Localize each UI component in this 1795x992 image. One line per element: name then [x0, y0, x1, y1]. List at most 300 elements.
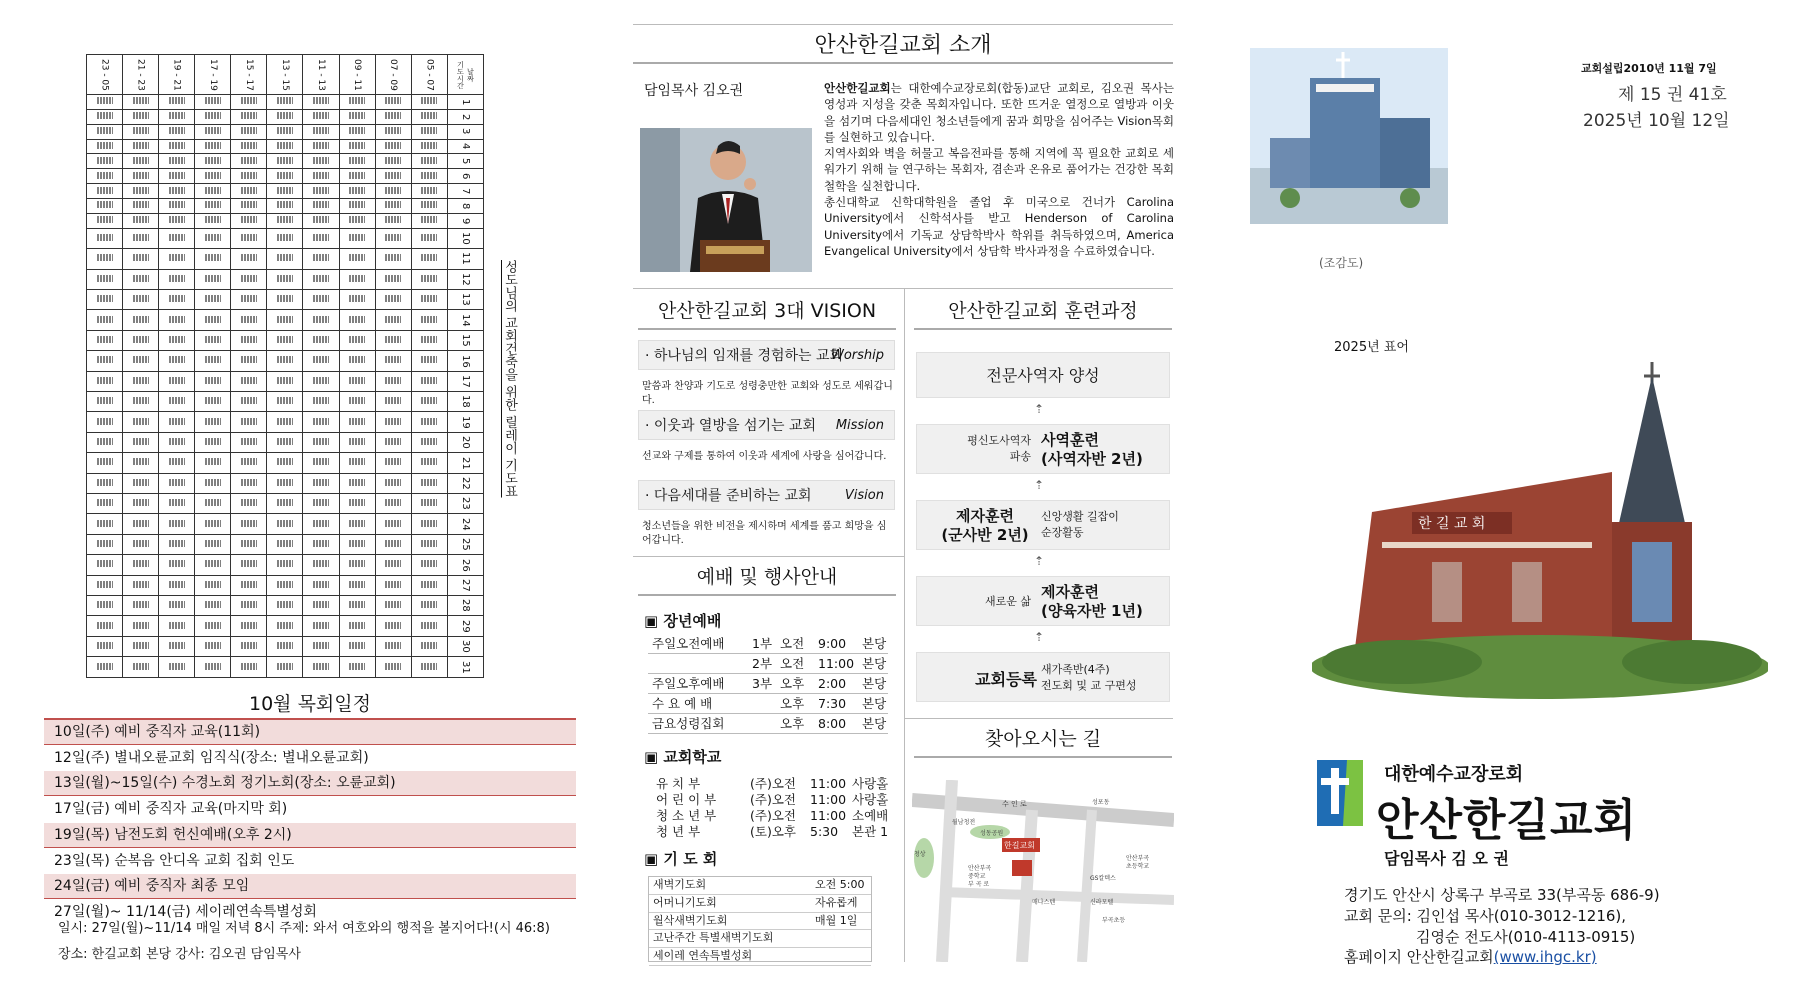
prayer-slot-cell: [231, 310, 267, 330]
prayer-slot-cell: [231, 494, 267, 514]
prayer-slot-cell: [159, 184, 195, 199]
prayer-slot-cell: [339, 575, 375, 595]
prayer-slot-cell: [195, 432, 231, 452]
prayer-slot-cell: [159, 575, 195, 595]
prayer-slot-cell: [375, 575, 411, 595]
schedule-item: 19일(목) 남전도회 헌신예배(오후 2시): [44, 823, 576, 848]
time-slot-label: 11 - 13: [303, 55, 339, 95]
time-slot-label: 17 - 19: [195, 55, 231, 95]
prayer-slot-cell: [375, 432, 411, 452]
prayer-slot-cell: [375, 95, 411, 110]
vision-item-description: 선교와 구제를 통하여 이웃과 세계에 사랑을 심어갑니다.: [642, 451, 887, 462]
prayer-slot-cell: [267, 330, 303, 350]
prayer-slot-cell: [159, 412, 195, 432]
prayer-slot-cell: [267, 249, 303, 269]
prayer-slot-cell: [339, 330, 375, 350]
prayer-slot-cell: [411, 412, 447, 432]
prayer-slot-cell: [411, 169, 447, 184]
prayer-slot-cell: [231, 109, 267, 124]
rendering-label: (조감도): [1319, 256, 1364, 270]
day-label: 11: [447, 249, 483, 269]
prayer-slot-cell: [195, 184, 231, 199]
prayer-slot-cell: [195, 453, 231, 473]
prayer-slot-cell: [231, 534, 267, 554]
prayer-slot-cell: [159, 199, 195, 214]
worship-cell: 수 요 예 배: [652, 696, 713, 711]
svg-text:청상: 청상: [914, 851, 926, 858]
directions-title: 찾아오시는 길: [914, 722, 1172, 758]
svg-text:안산부곡: 안산부곡: [968, 865, 992, 872]
school-cell: 본관 1: [852, 824, 889, 839]
prayer-slot-cell: [267, 169, 303, 184]
prayer-slot-cell: [87, 494, 123, 514]
prayer-slot-cell: [375, 616, 411, 636]
prayer-slot-cell: [303, 199, 339, 214]
prayer-slot-cell: [123, 213, 159, 228]
prayer-slot-cell: [303, 269, 339, 289]
prayer-slot-cell: [195, 494, 231, 514]
prayer-slot-cell: [411, 616, 447, 636]
time-slot-label: 21 - 23: [123, 55, 159, 95]
prayer-slot-cell: [87, 391, 123, 411]
prayer-slot-cell: [267, 514, 303, 534]
prayer-slot-cell: [267, 391, 303, 411]
day-label: 20: [447, 432, 483, 452]
prayer-slot-cell: [123, 249, 159, 269]
contact-line-2: 김영순 전도사(010-4113-0915): [1416, 928, 1636, 946]
day-label: 1: [447, 95, 483, 110]
prayer-slot-cell: [159, 228, 195, 248]
prayer-slot-cell: [267, 534, 303, 554]
school-cell: 청 소 년 부: [656, 808, 717, 823]
day-label: 25: [447, 534, 483, 554]
prayer-slot-cell: [123, 494, 159, 514]
prayer-slot-cell: [339, 154, 375, 169]
worship-cell: 1부: [752, 636, 773, 651]
vision-item: [638, 480, 895, 510]
prayer-slot-cell: [195, 514, 231, 534]
training-step3-side: 신앙생활 길잡이 순장활동: [1041, 510, 1119, 539]
prayer-slot-cell: [123, 575, 159, 595]
prayer-slot-cell: [411, 213, 447, 228]
prayer-slot-cell: [339, 494, 375, 514]
prayer-slot-cell: [195, 199, 231, 214]
prayer-slot-cell: [195, 213, 231, 228]
prayer-slot-cell: [375, 124, 411, 139]
prayer-slot-cell: [303, 154, 339, 169]
prayer-meeting-name: 어머니기도회: [653, 895, 717, 909]
chart-corner-label: 날짜 기도시간: [447, 55, 483, 95]
time-slot-label: 23 - 05: [87, 55, 123, 95]
prayer-slot-cell: [87, 534, 123, 554]
prayer-slot-cell: [231, 412, 267, 432]
training-step2-side: 평신도사역자 파송: [967, 434, 1031, 463]
prayer-slot-cell: [339, 169, 375, 184]
prayer-slot-cell: [303, 555, 339, 575]
prayer-slot-cell: [303, 228, 339, 248]
prayer-meeting-time: 오전 5:00: [815, 878, 865, 891]
prayer-slot-cell: [303, 636, 339, 656]
prayer-slot-cell: [87, 139, 123, 154]
worship-cell: 금요성령집회: [652, 716, 725, 731]
prayer-slot-cell: [123, 453, 159, 473]
training-step4-side: 새로운 삶: [984, 595, 1031, 608]
prayer-slot-cell: [411, 575, 447, 595]
prayer-meeting-row: [649, 930, 871, 948]
prayer-slot-cell: [303, 139, 339, 154]
prayer-slot-cell: [231, 453, 267, 473]
issue-date: 2025년 10월 12일: [1583, 111, 1730, 131]
prayer-slot-cell: [231, 289, 267, 309]
prayer-slot-cell: [411, 371, 447, 391]
worship-cell: 3부: [752, 676, 773, 691]
prayer-slot-cell: [231, 432, 267, 452]
svg-text:한길교회: 한길교회: [1004, 841, 1035, 850]
prayer-slot-cell: [303, 310, 339, 330]
prayer-slot-cell: [159, 391, 195, 411]
prayer-meeting-time: 매월 1일: [815, 913, 858, 927]
prayer-slot-cell: [411, 228, 447, 248]
day-label: 30: [447, 636, 483, 656]
prayer-meeting-heading: ▣ 기 도 회: [644, 850, 718, 868]
training-step4-main: 제자훈련 (양육자반 1년): [1041, 583, 1143, 620]
worship-cell: 2:00: [818, 676, 847, 691]
prayer-slot-cell: [375, 596, 411, 616]
svg-text:부 곡 로: 부 곡 로: [968, 881, 990, 888]
schedule-item: 23일(목) 순복음 안디옥 교회 집회 인도: [54, 852, 295, 869]
prayer-slot-cell: [267, 657, 303, 678]
prayer-slot-cell: [87, 453, 123, 473]
svg-text:안산부곡: 안산부곡: [1126, 855, 1150, 862]
arrow-up-icon: ⇡: [1034, 478, 1045, 492]
prayer-slot-cell: [195, 391, 231, 411]
prayer-slot-cell: [411, 139, 447, 154]
prayer-slot-cell: [375, 289, 411, 309]
prayer-slot-cell: [339, 310, 375, 330]
training-step-nurture: [916, 576, 1170, 626]
prayer-slot-cell: [375, 249, 411, 269]
prayer-chart: [86, 54, 484, 678]
prayer-slot-cell: [303, 514, 339, 534]
prayer-slot-cell: [159, 636, 195, 656]
homepage-label: 홈페이지 안산한길교회: [1344, 948, 1494, 966]
prayer-slot-cell: [231, 199, 267, 214]
day-label: 14: [447, 310, 483, 330]
prayer-slot-cell: [303, 289, 339, 309]
prayer-slot-cell: [267, 636, 303, 656]
prayer-meeting-row: [649, 895, 871, 913]
prayer-slot-cell: [231, 616, 267, 636]
worship-cell: 오전: [780, 656, 805, 671]
prayer-slot-cell: [159, 432, 195, 452]
prayer-slot-cell: [123, 657, 159, 678]
day-label: 29: [447, 616, 483, 636]
day-label: 6: [447, 169, 483, 184]
prayer-slot-cell: [303, 494, 339, 514]
prayer-slot-cell: [195, 289, 231, 309]
prayer-meeting-row: [649, 913, 871, 931]
prayer-slot-cell: [87, 95, 123, 110]
prayer-slot-cell: [375, 139, 411, 154]
prayer-slot-cell: [375, 169, 411, 184]
school-cell: 유 치 부: [656, 776, 701, 791]
prayer-meeting-name: 새벽기도회: [653, 878, 707, 891]
prayer-slot-cell: [123, 391, 159, 411]
prayer-slot-cell: [267, 289, 303, 309]
prayer-slot-cell: [339, 371, 375, 391]
school-cell: 11:00: [810, 776, 847, 791]
prayer-slot-cell: [195, 154, 231, 169]
worship-cell: 7:30: [818, 696, 847, 711]
prayer-slot-cell: [267, 494, 303, 514]
prayer-slot-cell: [339, 596, 375, 616]
prayer-slot-cell: [267, 596, 303, 616]
prayer-slot-cell: [159, 124, 195, 139]
prayer-slot-cell: [267, 154, 303, 169]
prayer-slot-cell: [231, 213, 267, 228]
prayer-slot-cell: [87, 514, 123, 534]
vision-item-description: 청소년들을 위한 비전을 제시하며 세계를 품고 희망을 심어갑니다.: [642, 521, 887, 546]
prayer-slot-cell: [411, 657, 447, 678]
arrow-up-icon: ⇡: [1034, 402, 1045, 416]
homepage: [1344, 946, 1597, 967]
worship-cell: 본당: [862, 716, 887, 731]
prayer-slot-cell: [87, 330, 123, 350]
intro-text: [824, 80, 1174, 259]
prayer-slot-cell: [123, 184, 159, 199]
prayer-slot-cell: [123, 154, 159, 169]
worship-cell: 주일오후예배: [652, 676, 725, 691]
prayer-slot-cell: [87, 169, 123, 184]
prayer-slot-cell: [375, 371, 411, 391]
prayer-slot-cell: [123, 109, 159, 124]
prayer-slot-cell: [159, 330, 195, 350]
schedule-item: 27일(월)~ 11/14(금) 세이레연속특별성회: [54, 903, 317, 920]
prayer-slot-cell: [339, 249, 375, 269]
prayer-slot-cell: [375, 555, 411, 575]
school-cell: (토)오후: [750, 824, 796, 839]
prayer-slot-cell: [303, 534, 339, 554]
prayer-slot-cell: [303, 109, 339, 124]
prayer-slot-cell: [411, 269, 447, 289]
worship-cell: 11:00: [818, 656, 855, 671]
day-label: 5: [447, 154, 483, 169]
prayer-slot-cell: [267, 269, 303, 289]
prayer-slot-cell: [375, 473, 411, 493]
prayer-meeting-row: [649, 948, 871, 966]
prayer-slot-cell: [195, 124, 231, 139]
schedule-item: 24일(금) 예비 중직자 최종 모임: [44, 874, 576, 899]
prayer-slot-cell: [375, 199, 411, 214]
prayer-slot-cell: [303, 95, 339, 110]
prayer-slot-cell: [339, 124, 375, 139]
prayer-slot-cell: [339, 473, 375, 493]
time-slot-label: 13 - 15: [267, 55, 303, 95]
training-step-ministry: [916, 424, 1170, 474]
svg-text:매나스텐: 매나스텐: [1032, 899, 1056, 906]
prayer-slot-cell: [339, 184, 375, 199]
day-label: 17: [447, 371, 483, 391]
prayer-slot-cell: [411, 154, 447, 169]
prayer-slot-cell: [195, 412, 231, 432]
worship-cell: 본당: [862, 676, 887, 691]
prayer-slot-cell: [231, 95, 267, 110]
day-label: 13: [447, 289, 483, 309]
prayer-slot-cell: [339, 289, 375, 309]
day-label: 23: [447, 494, 483, 514]
prayer-slot-cell: [159, 616, 195, 636]
prayer-slot-cell: [375, 213, 411, 228]
prayer-slot-cell: [195, 109, 231, 124]
prayer-slot-cell: [339, 351, 375, 371]
prayer-slot-cell: [195, 249, 231, 269]
prayer-slot-cell: [375, 351, 411, 371]
day-label: 24: [447, 514, 483, 534]
senior-pastor: 담임목사 김 오 권: [1384, 849, 1509, 868]
school-cell: 사랑홀: [852, 792, 889, 807]
worship-cell: 오후: [780, 716, 805, 731]
prayer-slot-cell: [375, 514, 411, 534]
prayer-slot-cell: [123, 330, 159, 350]
prayer-slot-cell: [87, 124, 123, 139]
prayer-slot-cell: [159, 269, 195, 289]
prayer-slot-cell: [267, 432, 303, 452]
pastor-label: 담임목사 김오권: [644, 83, 744, 99]
svg-text:수 인 로: 수 인 로: [1002, 800, 1027, 808]
arrow-up-icon: ⇡: [1034, 554, 1045, 568]
prayer-slot-cell: [195, 575, 231, 595]
adult-worship-heading: ▣ 장년예배: [644, 612, 722, 630]
prayer-slot-cell: [375, 269, 411, 289]
worship-cell: 본당: [862, 696, 887, 711]
prayer-slot-cell: [303, 596, 339, 616]
prayer-slot-cell: [411, 453, 447, 473]
day-label: 21: [447, 453, 483, 473]
prayer-slot-cell: [195, 616, 231, 636]
prayer-slot-cell: [87, 371, 123, 391]
worship-cell: 9:00: [818, 636, 847, 651]
prayer-slot-cell: [159, 139, 195, 154]
prayer-slot-cell: [267, 95, 303, 110]
prayer-slot-cell: [195, 139, 231, 154]
worship-cell: 오후: [780, 696, 805, 711]
prayer-slot-cell: [339, 391, 375, 411]
prayer-slot-cell: [159, 555, 195, 575]
vision-item: [638, 410, 895, 440]
training-step-disciple: [916, 500, 1170, 550]
prayer-slot-cell: [411, 330, 447, 350]
day-label: 10: [447, 228, 483, 248]
prayer-slot-cell: [195, 169, 231, 184]
prayer-slot-cell: [267, 453, 303, 473]
day-label: 9: [447, 213, 483, 228]
svg-text:GS칼텍스: GS칼텍스: [1090, 875, 1116, 882]
prayer-slot-cell: [375, 310, 411, 330]
svg-text:성포동: 성포동: [1092, 799, 1110, 806]
pastor-photo: [640, 128, 812, 272]
intro-church-name: 안산한길교회: [824, 81, 891, 95]
prayer-slot-cell: [231, 371, 267, 391]
time-slot-label: 19 - 21: [159, 55, 195, 95]
intro-paragraph-3: 총신대학교 신학대학원을 졸업 후 미국으로 건너가 Carolina University에서 신학석사를 받고 Henderson of Carolina University에서 기독교 상담학박사 학위를 취득하였으며, America Evangelical University에서 상담학 박사과정을 수료하였습니다.: [824, 195, 1174, 258]
prayer-slot-cell: [123, 371, 159, 391]
prayer-slot-cell: [231, 575, 267, 595]
prayer-slot-cell: [375, 636, 411, 656]
day-label: 8: [447, 199, 483, 214]
prayer-slot-cell: [123, 139, 159, 154]
prayer-slot-cell: [375, 657, 411, 678]
prayer-slot-cell: [411, 310, 447, 330]
schedule-item: 10일(주) 예비 중직자 교육(11회): [44, 720, 576, 745]
day-label: 31: [447, 657, 483, 678]
prayer-slot-cell: [411, 351, 447, 371]
volume-number: 제 15 권 41호: [1618, 85, 1727, 105]
prayer-slot-cell: [375, 228, 411, 248]
prayer-slot-cell: [303, 213, 339, 228]
training-step2-main: 사역훈련 (사역자반 2년): [1041, 431, 1143, 468]
prayer-slot-cell: [303, 330, 339, 350]
prayer-slot-cell: [87, 269, 123, 289]
prayer-slot-cell: [195, 330, 231, 350]
prayer-slot-cell: [231, 473, 267, 493]
school-cell: 소예배: [852, 808, 889, 823]
prayer-slot-cell: [267, 213, 303, 228]
prayer-slot-cell: [123, 124, 159, 139]
worship-cell: 8:00: [818, 716, 847, 731]
prayer-slot-cell: [411, 534, 447, 554]
prayer-slot-cell: [411, 109, 447, 124]
vision-item-title: · 하나님의 임재를 경험하는 교회: [645, 348, 844, 364]
prayer-slot-cell: [87, 432, 123, 452]
time-slot-label: 07 - 09: [375, 55, 411, 95]
prayer-slot-cell: [87, 575, 123, 595]
school-cell: (주)오전: [750, 808, 796, 823]
prayer-slot-cell: [231, 154, 267, 169]
prayer-slot-cell: [303, 391, 339, 411]
vision-item-title: · 이웃과 열방을 섬기는 교회: [645, 418, 817, 434]
prayer-slot-cell: [339, 269, 375, 289]
prayer-slot-cell: [87, 351, 123, 371]
prayer-slot-cell: [159, 310, 195, 330]
prayer-slot-cell: [267, 412, 303, 432]
worship-cell: 2부: [752, 656, 773, 671]
prayer-slot-cell: [123, 534, 159, 554]
prayer-slot-cell: [267, 555, 303, 575]
prayer-slot-cell: [339, 616, 375, 636]
prayer-slot-cell: [123, 432, 159, 452]
prayer-slot-cell: [339, 657, 375, 678]
prayer-slot-cell: [375, 412, 411, 432]
prayer-meeting-row: [649, 877, 871, 895]
prayer-slot-cell: [303, 657, 339, 678]
school-cell: 어 린 이 부: [656, 792, 717, 807]
prayer-slot-cell: [159, 289, 195, 309]
vision-item: [638, 340, 895, 370]
school-cell: 5:30: [810, 824, 839, 839]
prayer-slot-cell: [87, 636, 123, 656]
prayer-slot-cell: [375, 391, 411, 411]
worship-cell: 오후: [780, 676, 805, 691]
svg-text:월남청전: 월남청전: [952, 819, 976, 826]
prayer-slot-cell: [339, 109, 375, 124]
homepage-link[interactable]: (www.ihgc.kr): [1493, 948, 1597, 966]
prayer-slot-cell: [411, 124, 447, 139]
prayer-slot-cell: [159, 596, 195, 616]
prayer-slot-cell: [231, 555, 267, 575]
prayer-slot-cell: [231, 139, 267, 154]
schedule-item: 12일(주) 별내오륜교회 임직식(장소: 별내오륜교회): [54, 749, 369, 766]
prayer-slot-cell: [87, 657, 123, 678]
